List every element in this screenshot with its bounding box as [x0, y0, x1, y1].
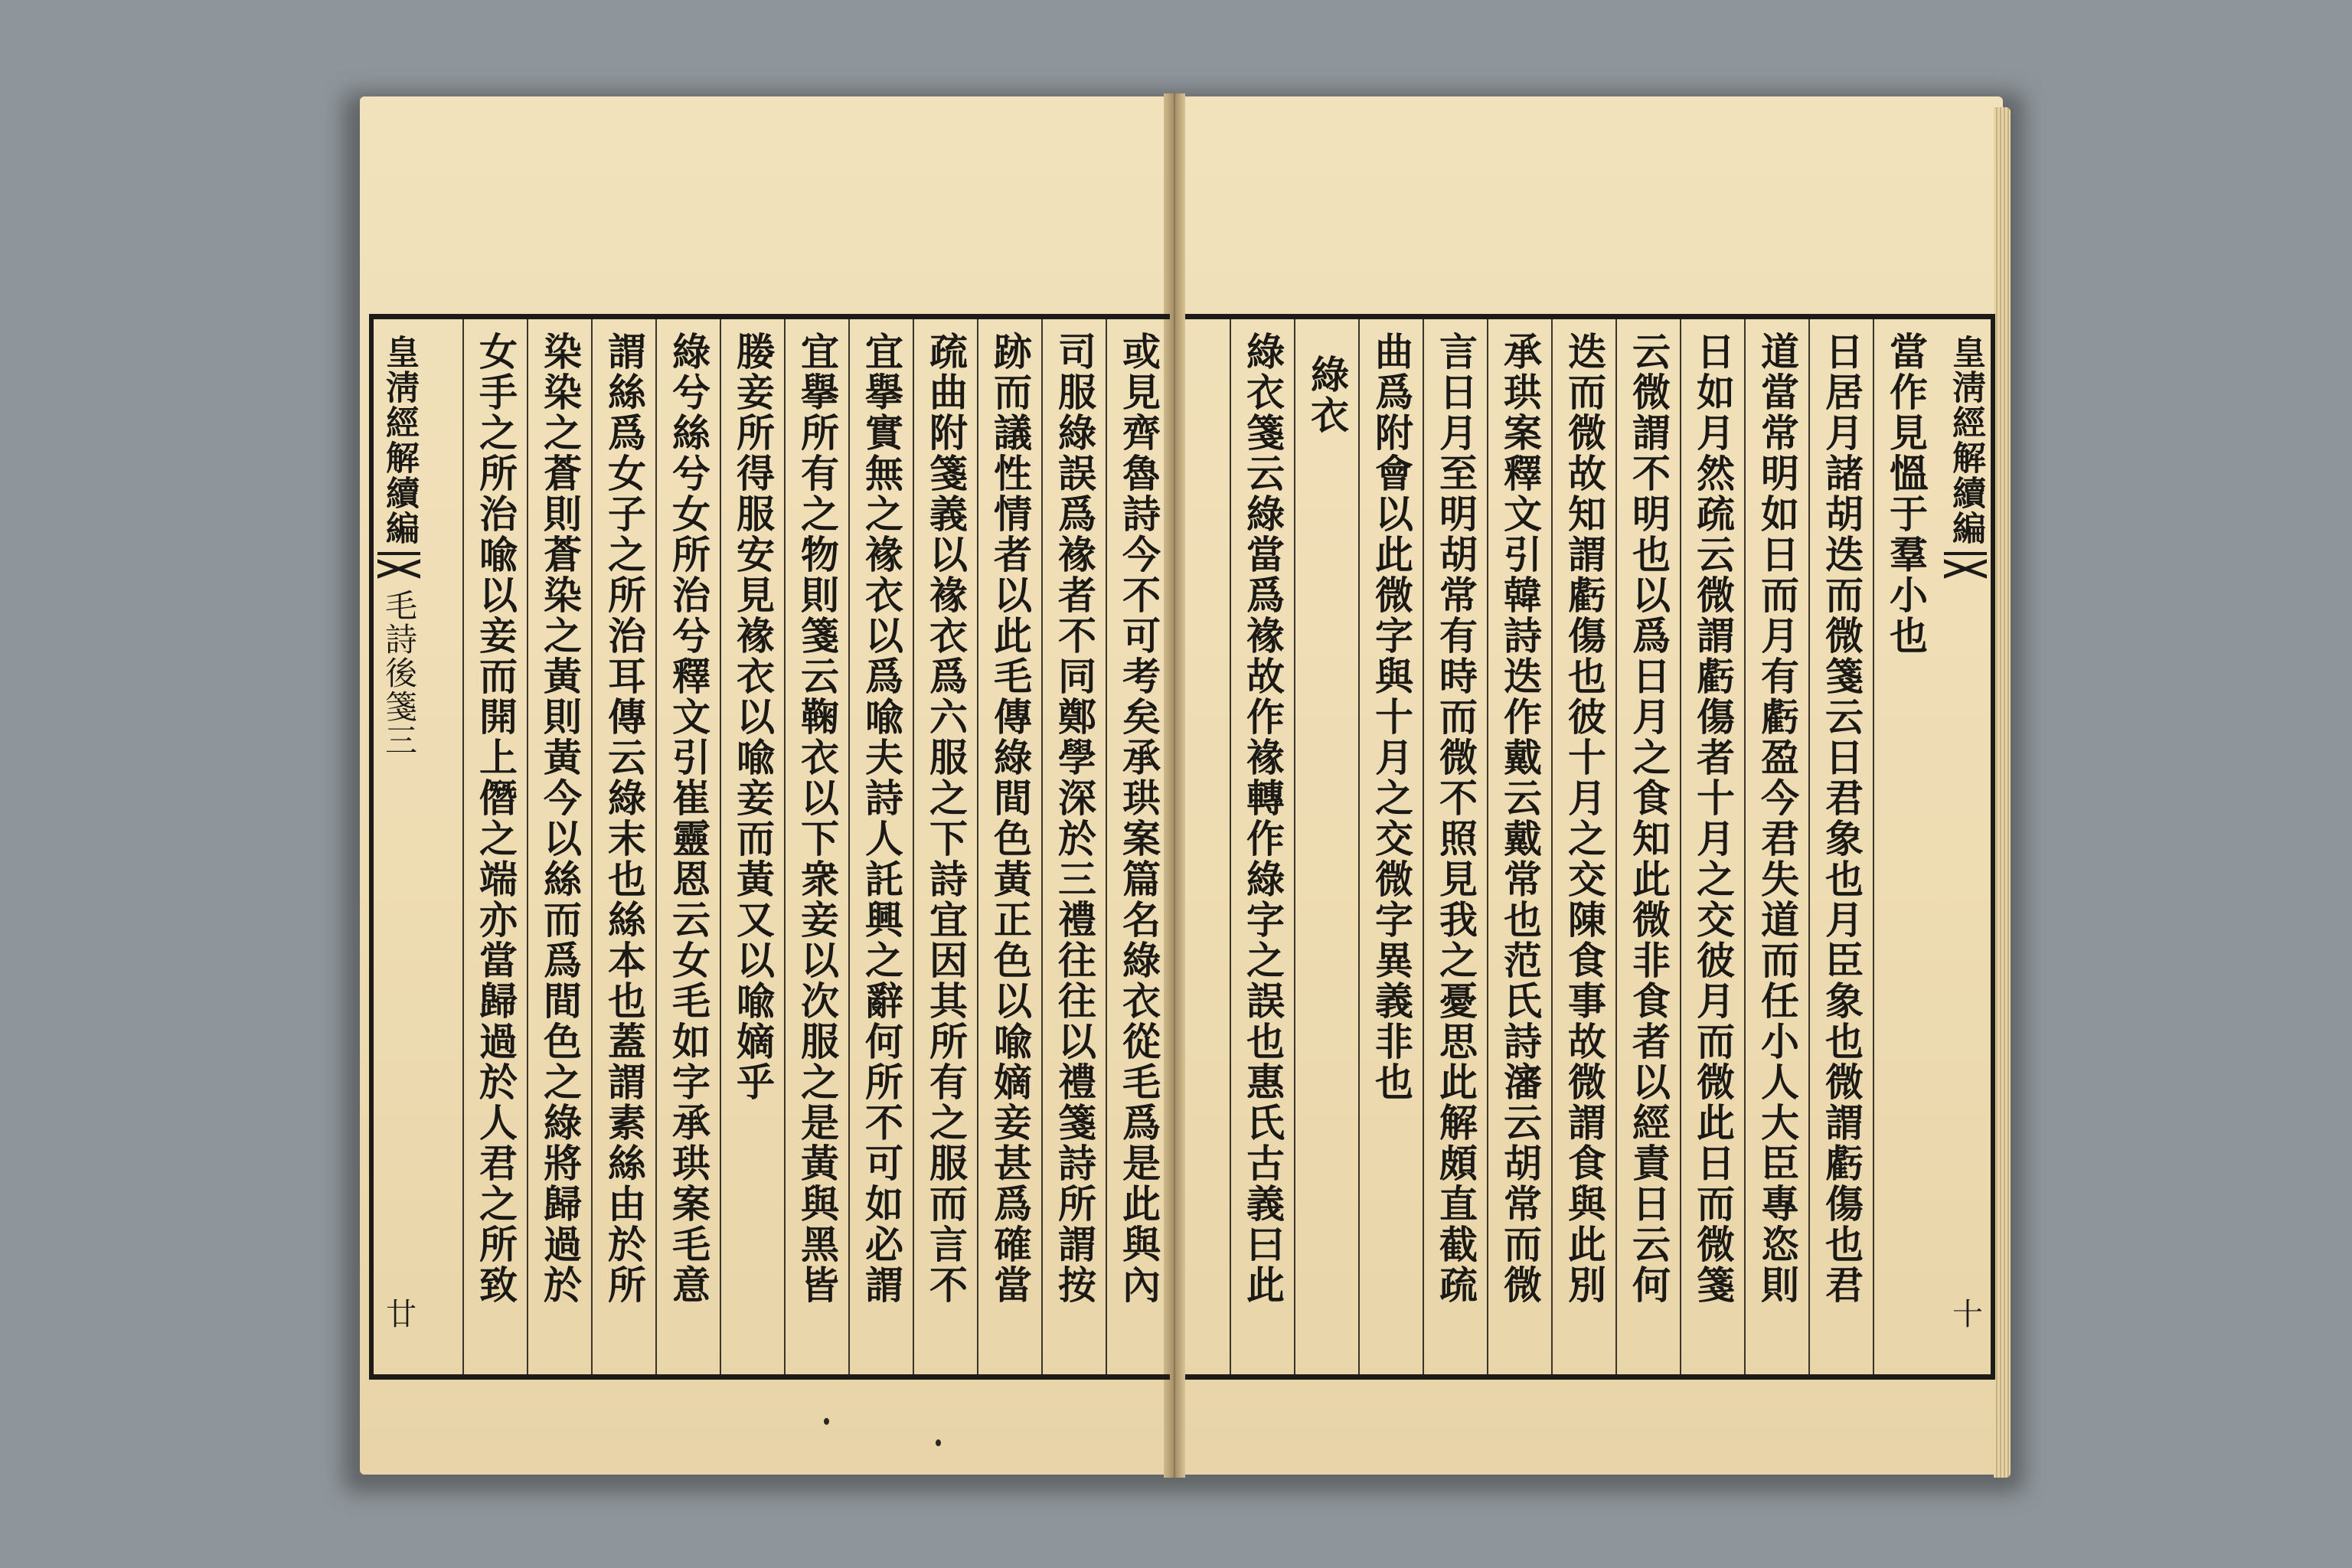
text-column [462, 319, 527, 1374]
text-column [1041, 319, 1106, 1374]
column-text: 宜擧實無之褖衣以爲喩夫詩人託興之辭何所不可如必謂 [859, 332, 904, 1305]
left-text-frame [369, 314, 1170, 1380]
banner-folio: 廿 [381, 1298, 416, 1328]
column-text: 言日月至明胡常有時而微不照見我之憂思此解頗直截疏 [1433, 332, 1478, 1305]
banner-title: 皇淸經解續編 [380, 335, 419, 546]
banner-title: 皇淸經解續編 [1946, 335, 1985, 546]
text-column [1680, 319, 1744, 1374]
column-text: 曲爲附會以此微字與十月之交微字異義非也 [1369, 332, 1414, 1102]
text-column [1873, 319, 1937, 1374]
banner-subtitle: 毛詩後箋三 [381, 589, 418, 757]
column-text: 迭而微故知謂虧傷也彼十月之交陳食事故微謂食與此別 [1562, 332, 1607, 1305]
text-column [1615, 319, 1680, 1374]
column-text: 道當常明如日而月有虧盈今君失道而任小人大臣專恣則 [1755, 332, 1800, 1305]
column-text: 疏曲附箋義以褖衣爲六服之下詩宜因其所有之服而言不 [923, 332, 969, 1305]
fishtail-mark-icon [1944, 552, 1987, 583]
text-column [1106, 319, 1170, 1374]
column-text: 綠兮絲兮女所治兮釋文引崔靈恩云女毛如字承珙案毛意 [666, 332, 711, 1305]
column-text: 綠衣箋云綠當爲褖故作褖轉作綠字之誤也惠氏古義曰此 [1240, 332, 1285, 1305]
column-text: 司服綠誤爲褖者不同鄭學深於三禮往往以禮箋詩所謂按 [1052, 332, 1097, 1305]
column-text: 媵妾所得服安見褖衣以喩妾而黃又以喩嫡乎 [730, 332, 776, 1102]
right-banner-column [1940, 319, 1991, 1374]
text-column [1423, 319, 1487, 1374]
text-column [1230, 319, 1294, 1374]
column-text: 綠衣 [1305, 354, 1350, 436]
text-column [527, 319, 591, 1374]
column-text: 跡而議性情者以此毛傳綠間色黃正色以喩嫡妾甚爲確當 [988, 332, 1033, 1305]
paper-speck [824, 1418, 829, 1425]
column-text: 或見齊魯詩今不可考矣承珙案篇名綠衣從毛爲是此與內 [1116, 332, 1161, 1305]
right-text-frame [1185, 314, 1995, 1380]
text-column [1487, 319, 1551, 1374]
text-column [1358, 319, 1423, 1374]
left-banner-column [374, 319, 424, 1374]
text-column [913, 319, 977, 1374]
banner-folio: 十 [1947, 1298, 1983, 1328]
text-column [591, 319, 655, 1374]
text-column [720, 319, 784, 1374]
text-column [848, 319, 913, 1374]
fishtail-mark-icon [377, 552, 420, 583]
column-text: 日如月然疏云微謂虧傷者十月之交彼月而微此日而微箋 [1690, 332, 1736, 1305]
column-text: 宜擧所有之物則箋云鞠衣以下衆妾以次服之是黃與黑皆 [795, 332, 840, 1305]
text-column [1294, 319, 1358, 1374]
page-edges [1994, 107, 2011, 1478]
column-text: 承珙案釋文引韓詩迭作戴云戴常也范氏詩瀋云胡常而微 [1498, 332, 1543, 1305]
text-column [655, 319, 720, 1374]
text-column [1551, 319, 1615, 1374]
column-text: 日居月諸胡迭而微箋云日君象也月臣象也微謂虧傷也君 [1819, 332, 1864, 1305]
text-column [784, 319, 848, 1374]
text-column [1744, 319, 1808, 1374]
paper-speck [936, 1439, 941, 1446]
column-text: 謂絲爲女子之所治耳傳云綠末也絲本也蓋謂素絲由於所 [602, 332, 647, 1305]
text-column [977, 319, 1041, 1374]
column-text: 女手之所治喩以妾而開上僭之端亦當歸過於人君之所致 [473, 332, 518, 1305]
column-text: 染染之蒼則蒼染之黃則黃今以絲而爲間色之綠將歸過於 [537, 332, 583, 1305]
text-column [1808, 319, 1873, 1374]
column-text: 當作見慍于羣小也 [1883, 332, 1929, 656]
column-text: 云微謂不明也以爲日月之食知此微非食者以經責日云何 [1626, 332, 1671, 1305]
